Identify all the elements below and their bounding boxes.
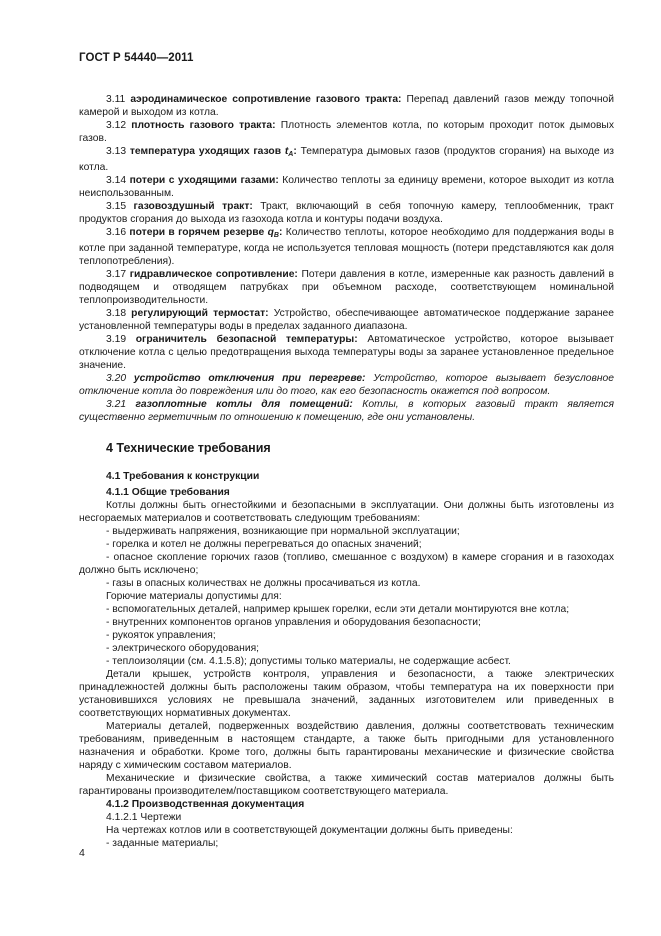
term-text: Автоматическое устройство, которое вызывает отключение котла с целью предотвращения выхода температуры воды за заранее установленное предельное значение.: [79, 334, 614, 371]
list-item: - теплоизоляции (см. 4.1.5.8); допустимы только материалы, не содержащие асбест.: [106, 656, 511, 667]
section-4-1-2-title: 4.1.2 Производственная документация: [106, 799, 305, 810]
term-colon: :: [278, 227, 283, 238]
term-name: плотность газового тракта:: [131, 120, 276, 131]
list-item: - газы в опасных количествах не должны просачиваться из котла.: [106, 578, 421, 589]
term-definition: [79, 333, 614, 372]
term-colon: :: [293, 146, 297, 157]
term-text: Температура дымовых газов (продуктов сгорания) на выходе из котла.: [79, 146, 614, 173]
list-item: - вспомогательных деталей, например крышек горелки, если эти детали монтируются вне котла;: [106, 604, 570, 615]
list-item: - горелка и котел не должны перегреваться до опасных значений;: [106, 539, 422, 550]
page-number: 4: [79, 847, 85, 859]
term-text: Тракт, включающий в себя топочную камеру, теплообменник, тракт продуктов сгорания до выхода из газохода котла и контуры подачи воздуха.: [79, 201, 614, 225]
term-number: 3.18: [106, 308, 127, 319]
term-definition: [79, 93, 614, 119]
term-definition: [79, 268, 614, 307]
term-number: 3.17: [106, 269, 127, 280]
list-item: - выдерживать напряжения, возникающие при нормальной эксплуатации;: [106, 526, 460, 537]
term-number: 3.16: [106, 227, 127, 238]
list-item: - рукояток управления;: [106, 630, 216, 641]
paragraph: Детали крышек, устройств контроля, управления и безопасности, а также электрических принадлежностей должны быть расположены таким образом, чтобы температура на их поверхности при установившихся условиях не превышала значений, заданных изготовителем или приведенных в соответствующих нормативных документах.: [79, 669, 614, 719]
term-definition: [79, 226, 614, 268]
list-item: - электрического оборудования;: [106, 643, 260, 654]
paragraph: Горючие материалы допустимы для:: [106, 591, 282, 602]
term-name: регулирующий термостат:: [131, 308, 269, 319]
term-name: газовоздушный тракт:: [133, 201, 253, 212]
terms-list: [79, 93, 614, 424]
term-text: Плотность элементов котла, по которым проходит поток дымовых газов.: [79, 120, 614, 144]
term-number: 3.13: [106, 146, 127, 157]
term-text: Потери давления в котле, измеренные как разность давлений в подводящем и отводящем патрубках при объемном расходе, соответствующем номинальной теплопроизводительности.: [79, 269, 614, 306]
list-item: - внутренних компонентов органов управления и оборудования безопасности;: [106, 617, 481, 628]
term-definition: [79, 119, 614, 145]
term-text: Количество теплоты за единицу времени, которое выходит из котла неиспользованным.: [79, 175, 614, 199]
term-definition: [79, 174, 614, 200]
term-name: гидравлическое сопротивление:: [129, 269, 298, 280]
term-symbol: q: [267, 227, 274, 238]
term-definition: [79, 307, 614, 333]
paragraph: На чертежах котлов или в соответствующей документации должны быть приведены:: [106, 825, 513, 836]
term-number: 3.20: [106, 373, 127, 384]
drawing-items-list: [79, 837, 614, 850]
section-4-title: 4 Технические требования: [106, 441, 271, 455]
term-name: температура уходящих газов: [129, 146, 285, 157]
term-symbol-subscript: B: [273, 232, 279, 239]
section-4-1-1-title: 4.1.1 Общие требования: [106, 487, 230, 498]
term-symbol-subscript: A: [288, 151, 294, 158]
document-header: ГОСТ Р 54440—2011: [79, 52, 194, 64]
combustible-materials-list: [79, 603, 614, 668]
paragraph: Механические и физические свойства, а также химический состав материалов должны быть гарантированы производителем/поставщиком соответствующего материала.: [79, 773, 614, 797]
list-item: - заданные материалы;: [106, 838, 219, 849]
term-definition: [79, 372, 614, 398]
term-number: 3.19: [106, 334, 127, 345]
term-symbol: t: [284, 146, 289, 157]
term-number: 3.14: [106, 175, 127, 186]
paragraph: Котлы должны быть огнестойкими и безопасными в эксплуатации. Они должны быть изготовлены из несгораемых материалов и соответствовать следующим требованиям:: [79, 500, 614, 524]
term-name: потери с уходящими газами:: [129, 175, 279, 186]
term-number: 3.11: [106, 94, 126, 105]
term-number: 3.15: [106, 201, 127, 212]
term-number: 3.12: [106, 120, 127, 131]
term-text: Перепад давлений газов между топочной камерой и выходом из котла.: [79, 94, 614, 118]
list-item: - опасное скопление горючих газов (топливо, смешанное с воздухом) в камере сгорания и в газоходах должно быть исключено;: [79, 552, 614, 576]
term-name: аэродинамическое сопротивление газового тракта:: [130, 94, 402, 105]
term-definition: [79, 398, 614, 424]
term-text: Устройство, которое вызывает безусловное отключение котла до повреждения или до того, как его безопасность окажется под вопросом.: [79, 373, 614, 397]
term-text: Устройство, обеспечивающее автоматическое поддержание заранее установленной температуры воды в пределах заданного диапазона.: [79, 308, 614, 332]
term-number: 3.21: [106, 399, 127, 410]
term-name: потери в горячем резерве: [129, 227, 268, 238]
term-name: ограничитель безопасной температуры:: [135, 334, 358, 345]
document-body: [79, 93, 614, 850]
term-text: Котлы, в которых газовый тракт является существенно герметичным по отношению к помещению, где они установлены.: [79, 399, 614, 423]
term-name: газоплотные котлы для помещений:: [135, 399, 353, 410]
subsection-4-1-2-1-title: 4.1.2.1 Чертежи: [106, 812, 182, 823]
section-4-1-title: 4.1 Требования к конструкции: [106, 471, 260, 482]
paragraph: Материалы деталей, подверженных воздействию давления, должны соответствовать техническим требованиям, приведенным в настоящем стандарте, а также быть пригодными для установленного назначения и обработки. Кроме того, должны быть гарантированы механические и физические свойства наряду с химическим составом материалов.: [79, 721, 614, 771]
requirements-list: [79, 525, 614, 590]
term-text: Количество теплоты, которое необходимо для поддержания воды в котле при заданной температуре, когда не используется тепловая мощность (потери представляются как доля теплопотребления).: [79, 227, 614, 267]
term-definition: [79, 145, 614, 174]
term-name: устройство отключения при перегреве:: [133, 373, 366, 384]
term-definition: [79, 200, 614, 226]
